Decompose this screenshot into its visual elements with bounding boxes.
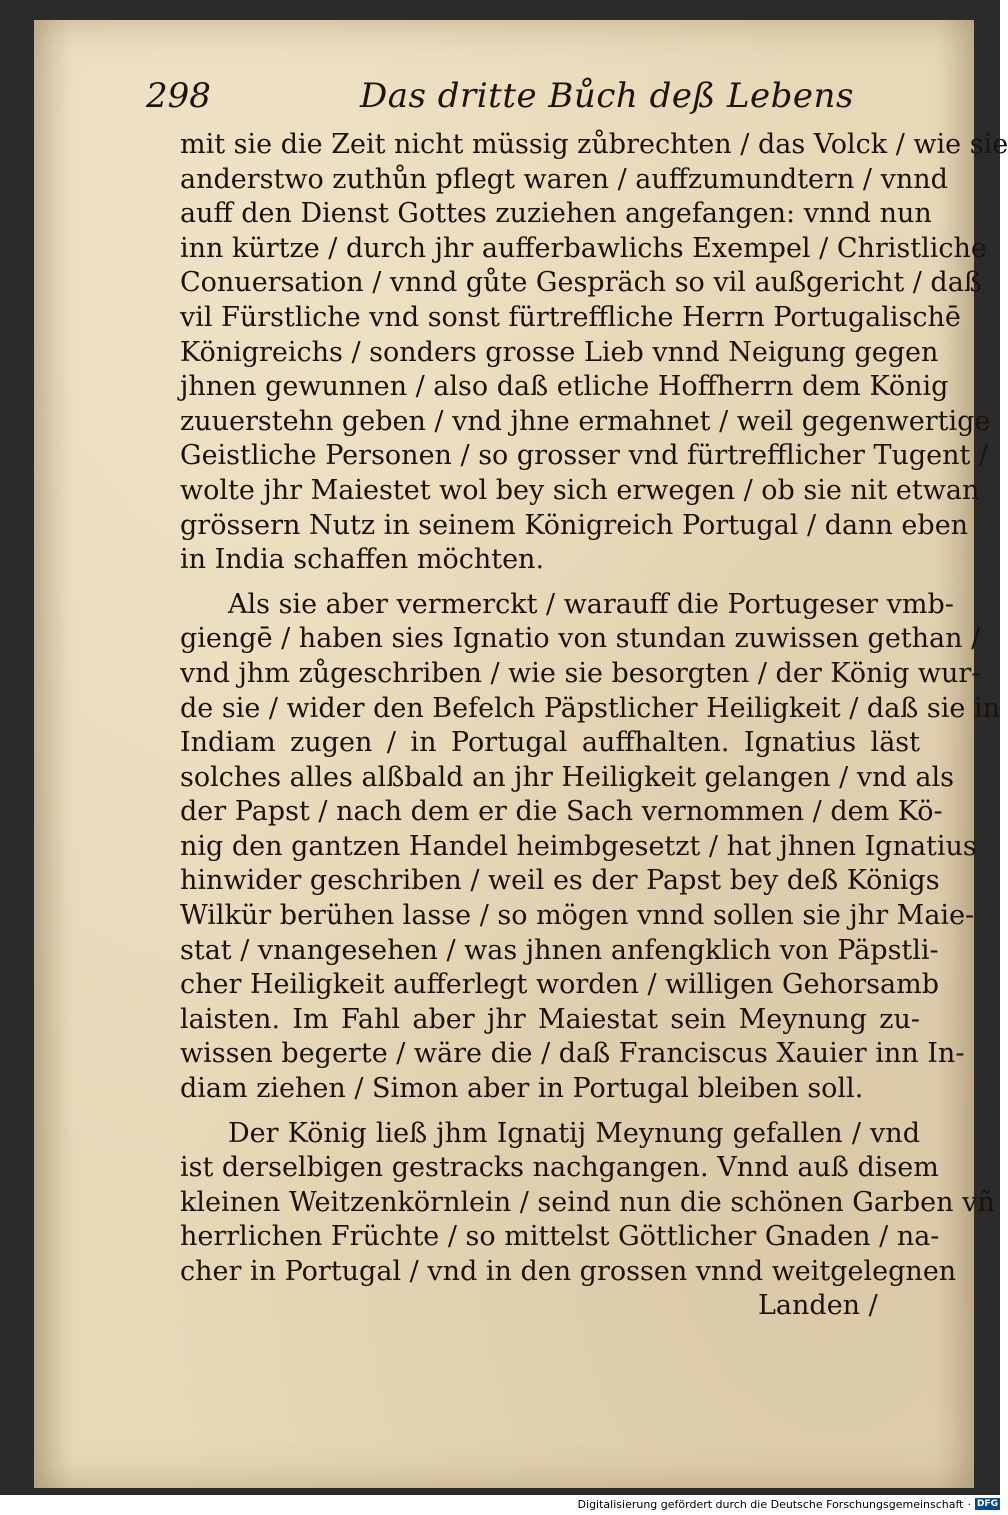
digitization-credit: Digitalisierung gefördert durch die Deutsche Forschungsgemeinschaft · DFG — [577, 1497, 998, 1511]
dfg-logo: DFG — [976, 1499, 998, 1509]
text-line: jhnen gewunnen / also daß etliche Hoffherrn dem König — [180, 371, 949, 403]
running-head: Das dritte Bůch deß Lebens — [360, 76, 854, 116]
text-line: stat / vnangesehen / was jhnen anfengklich von Päpstli- — [180, 934, 939, 966]
text-line: solches alles alßbald an jhr Heiligkeit gelangen / vnd als — [180, 761, 954, 793]
text-line: zuuerstehn geben / vnd jhne ermahnet / weil gegenwertige — [180, 405, 991, 437]
text-line: in India schaffen möchten. — [180, 544, 545, 576]
paragraph-gap — [180, 1107, 920, 1117]
text-line: giengē / haben sies Ignatio von stundan zuwissen gethan / — [180, 623, 981, 655]
text-line: kleinen Weitzenkörnlein / seind nun die schönen Garben vñ — [180, 1186, 995, 1218]
text-line: laisten. Im Fahl aber jhr Maiestat sein Meynung zu- — [180, 1003, 920, 1035]
text-line: Als sie aber vermerckt / warauff die Portugeser vmb- — [228, 588, 954, 620]
page-number: 298 — [146, 76, 211, 116]
catchword: Landen / — [758, 1290, 878, 1321]
text-line: ist derselbigen gestracks nachgangen. Vnnd auß disem — [180, 1152, 939, 1184]
credit-text: Digitalisierung gefördert durch die Deutsche Forschungsgemeinschaft — [577, 1497, 964, 1511]
text-line: Königreichs / sonders grosse Lieb vnnd Neigung gegen — [180, 336, 939, 368]
text-line: vnd jhm zůgeschriben / wie sie besorgten / der König wur- — [180, 657, 981, 689]
page-header — [146, 70, 854, 130]
text-line: Der König ließ jhm Ignatij Meynung gefallen / vnd — [228, 1117, 920, 1149]
text-line: nig den gantzen Handel heimbgesetzt / hat jhnen Ignatius — [180, 830, 977, 862]
paragraph-gap — [180, 578, 920, 588]
text-line: grössern Nutz in seinem Königreich Portugal / dann eben — [180, 509, 969, 541]
text-line: vil Fürstliche vnd sonst fürtreffliche Herrn Portugalischē — [180, 301, 961, 333]
text-line: wissen begerte / wäre die / daß Franciscus Xauier inn In- — [180, 1038, 965, 1070]
text-line: der Papst / nach dem er die Sach vernommen / dem Kö- — [180, 796, 943, 828]
text-line: herrlichen Früchte / so mittelst Göttlicher Gnaden / na- — [180, 1221, 940, 1253]
text-line: inn kürtze / durch jhr aufferbawlichs Exempel / Christliche — [180, 232, 987, 264]
text-line: de sie / wider den Befelch Päpstlicher Heiligkeit / daß sie in — [180, 692, 1000, 724]
text-line: Conuersation / vnnd gůte Gespräch so vil außgericht / daß — [180, 267, 982, 299]
text-line: anderstwo zuthůn pflegt waren / auffzumundtern / vnnd — [180, 163, 948, 195]
text-line: auff den Dienst Gottes zuziehen angefangen: vnnd nun — [180, 198, 932, 230]
text-line: cher Heiligkeit aufferlegt worden / willigen Gehorsamb — [180, 969, 939, 1001]
text-line: hinwider geschriben / weil es der Papst bey deß Königs — [180, 865, 940, 897]
text-line: Wilkür berühen lasse / so mögen vnnd sollen sie jhr Maie- — [180, 900, 975, 932]
text-line: Geistliche Personen / so grosser vnd fürtrefflicher Tugent / — [180, 440, 989, 472]
text-line: diam ziehen / Simon aber in Portugal bleiben soll. — [180, 1073, 864, 1105]
text-line: Indiam zugen / in Portugal auffhalten. Ignatius läst — [180, 727, 920, 759]
text-line: mit sie die Zeit nicht müssig zůbrechten / das Volck / wie sie — [180, 129, 1008, 160]
body-text — [180, 128, 1008, 1290]
text-line: wolte jhr Maiestet wol bey sich erwegen / ob sie nit etwan — [180, 474, 980, 506]
text-line: cher in Portugal / vnd in den grossen vnnd weitgelegnen — [180, 1256, 957, 1287]
